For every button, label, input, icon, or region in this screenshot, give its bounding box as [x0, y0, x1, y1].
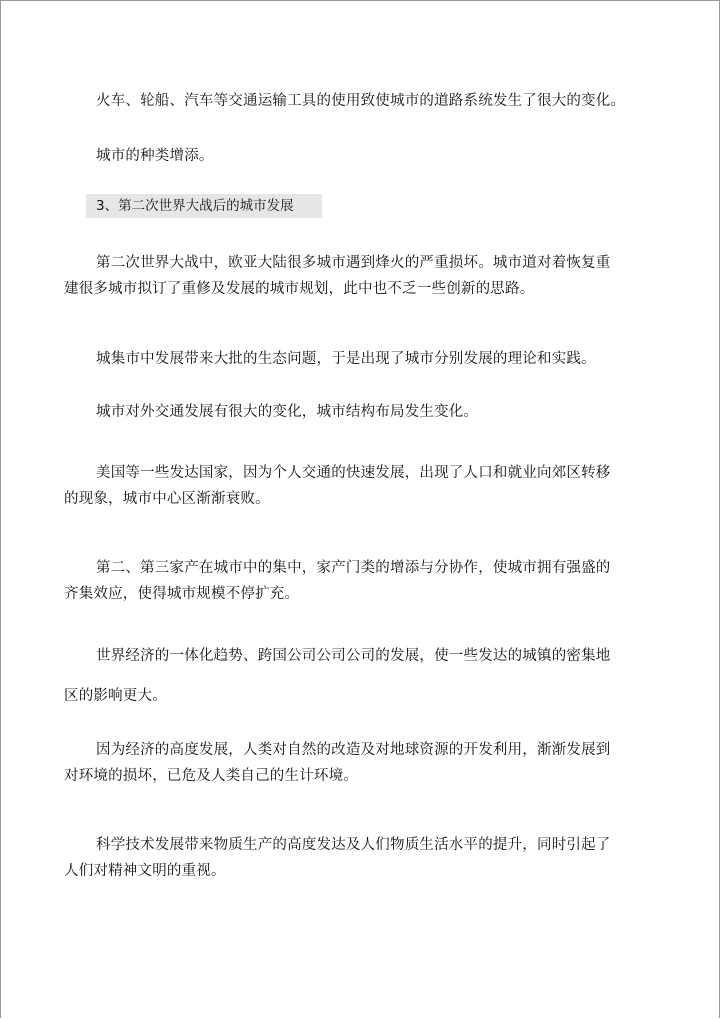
paragraph-line: 科学技术发展带来物质生产的高度发达及人们物质生活水平的提升，同时引起了	[96, 837, 611, 853]
paragraph-industry-concentration	[64, 555, 624, 607]
paragraph-transport-change	[64, 88, 624, 114]
paragraph-line: 火车、轮船、汽车等交通运输工具的使用致使城市的道路系统发生了很大的变化。	[96, 93, 626, 109]
paragraph-line: 建很多城市拟订了重修及发展的城市规划，此中也不乏一些创新的思路。	[64, 281, 535, 297]
paragraph-globalization	[64, 636, 624, 716]
section-heading: 3、第二次世界大战后的城市发展	[86, 194, 322, 218]
paragraph-environment-damage	[64, 737, 624, 789]
paragraph-ecology-problems	[64, 346, 624, 372]
paragraph-suburbanization	[64, 460, 624, 512]
paragraph-line: 齐集效应，使得城市规模不停扩充。	[64, 586, 300, 602]
paragraph-line: 世界经济的一体化趋势、跨国公司公司公司的发展，使一些发达的城镇的密集地	[96, 648, 611, 664]
paragraph-line: 第二次世界大战中，欧亚大陆很多城市遇到烽火的严重损坏。城市道对着恢复重	[96, 255, 611, 271]
paragraph-line: 对环境的损坏，已危及人类自己的生计环境。	[64, 768, 358, 784]
paragraph-line: 城集市中发展带来大批的生态问题，于是出现了城市分别发展的理论和实践。	[96, 351, 596, 367]
paragraph-city-types	[64, 143, 624, 169]
paragraph-external-transport	[64, 399, 624, 425]
paragraph-line: 美国等一些发达国家，因为个人交通的快速发展，出现了人口和就业向郊区转移	[96, 465, 611, 481]
paragraph-line: 城市的种类增添。	[96, 148, 214, 164]
paragraph-science-technology	[64, 832, 624, 884]
paragraph-line: 第二、第三家产在城市中的集中，家产门类的增添与分协作，使城市拥有强盛的	[96, 560, 611, 576]
paragraph-wwii-damage	[64, 250, 624, 302]
paragraph-line: 因为经济的高度发展，人类对自然的改造及对地球资源的开发利用，渐渐发展到	[96, 742, 611, 758]
paragraph-line: 区的影响更大。	[64, 688, 167, 704]
paragraph-line: 的现象，城市中心区渐渐衰败。	[64, 491, 270, 507]
paragraph-line: 城市对外交通发展有很大的变化，城市结构布局发生变化。	[96, 404, 479, 420]
paragraph-line: 人们对精神文明的重视。	[64, 863, 226, 879]
